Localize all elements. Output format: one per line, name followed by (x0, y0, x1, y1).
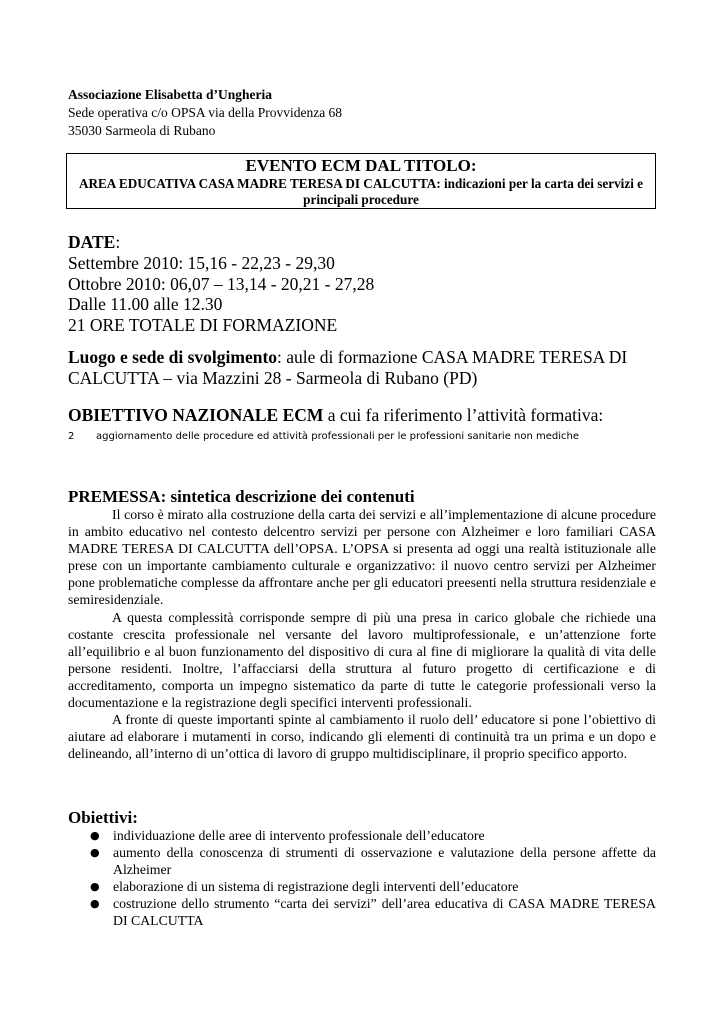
national-objective-number: 2 (68, 431, 75, 442)
address-line-2: 35030 Sarmeola di Rubano (68, 123, 216, 138)
objective-text: elaborazione di un sistema di registrazione degli interventi dell’educatore (113, 879, 519, 894)
national-objective-heading (68, 405, 603, 426)
premessa-heading: PREMESSA: sintetica descrizione dei contenuti (68, 487, 415, 506)
event-title-box (66, 153, 656, 209)
premessa-paragraph: A questa complessità corrisponde sempre di più una presa in carico globale che richiede una costante crescita professionale nel versante del lavoro multiprofessionale, e un’attenzione forte all’equilibrio e al buon funzionamento del dispositivo di cura al fine di migliorare la qualità di vita delle persone residenti. Inoltre, l’affacciarsi della struttura al futuro progetto di certificazione e di accreditamento, comporta un impegno sistematico da parte di tutte le categorie professionali verso la documentazione e la registrazione degli specifici interventi professionali. (68, 609, 656, 711)
bullet-icon: ● (90, 880, 100, 893)
objective-item (90, 827, 656, 844)
venue-label: Luogo e sede di svolgimento (68, 347, 278, 367)
objective-item (90, 878, 656, 895)
venue-text: : aule di formazione CASA MADRE TERESA DI CALCUTTA – via Mazzini 28 - Sarmeola di Rubano (PD) (68, 347, 628, 388)
objectives-list (90, 827, 656, 929)
date-line: Settembre 2010: 15,16 - 22,23 - 29,30 (68, 252, 335, 273)
national-objective-text: a cui fa riferimento l’attività formativa: (323, 405, 604, 425)
national-objective-item (68, 430, 579, 444)
bullet-icon: ● (90, 846, 100, 859)
premessa-paragraph: Il corso è mirato alla costruzione della carta dei servizi e all’implementazione di alcune procedure in ambito educativo nel contesto delcentro servizi per persone con Alzheimer e loro familiari CASA MADRE TERESA DI CALCUTTA dell’OPSA. L’OPSA si presenta ad oggi una realtà istituzionale alle prese con un importante cambiamento culturale e organizzativo: il nuovo centro servizi per Alzheimer pone problematiche complesse da affrontare anche per gli educatori preesenti nella struttura residenziale e semiresidenziale. (68, 507, 656, 608)
premessa-paragraph: A fronte di queste importanti spinte al cambiamento il ruolo dell’ educatore si pone l’obiettivo di aiutare ad elaborare i mutamenti in corso, indicando gli elementi di continuità tra un prima e un dopo e delineando, all’interno di un’ottica di lavoro di gruppo multidisciplinare, il proprio specifico apporto. (68, 712, 656, 762)
address-line-1: Sede operativa c/o OPSA via della Provvidenza 68 (68, 105, 343, 120)
objective-text: costruzione dello strumento “carta dei servizi” dell’area educativa di CASA MADRE TERESA DI CALCUTTA (113, 896, 656, 928)
objective-text: individuazione delle aree di intervento professionale dell’educatore (113, 828, 485, 843)
national-objective-item-text: aggiornamento delle procedure ed attività professionali per le professioni sanitarie non mediche (96, 431, 580, 442)
objective-item (90, 895, 656, 929)
event-subtitle: AREA EDUCATIVA CASA MADRE TERESA DI CALCUTTA: indicazioni per la carta dei servizi e principali procedure (78, 176, 644, 207)
premessa-body (68, 506, 656, 762)
bullet-icon: ● (90, 897, 100, 910)
organization-name: Associazione Elisabetta d’Ungheria (68, 87, 272, 102)
dates-section (68, 232, 374, 336)
date-line: Ottobre 2010: 06,07 – 13,14 - 20,21 - 27,28 (68, 273, 375, 294)
objective-item (90, 844, 656, 878)
dates-colon: : (115, 232, 121, 252)
letterhead (68, 86, 342, 140)
objectives-heading: Obiettivi: (68, 808, 138, 827)
event-title: EVENTO ECM DAL TITOLO: (245, 156, 477, 175)
dates-label: DATE (68, 232, 116, 252)
objective-text: aumento della conoscenza di strumenti di osservazione e valutazione della persone affette da Alzheimer (113, 845, 656, 877)
hours-line: 21 ORE TOTALE DI FORMAZIONE (68, 315, 338, 336)
venue-section (68, 347, 668, 389)
time-line: Dalle 11.00 alle 12.30 (68, 294, 223, 315)
bullet-icon: ● (90, 829, 100, 842)
national-objective-label: OBIETTIVO NAZIONALE ECM (68, 405, 324, 425)
